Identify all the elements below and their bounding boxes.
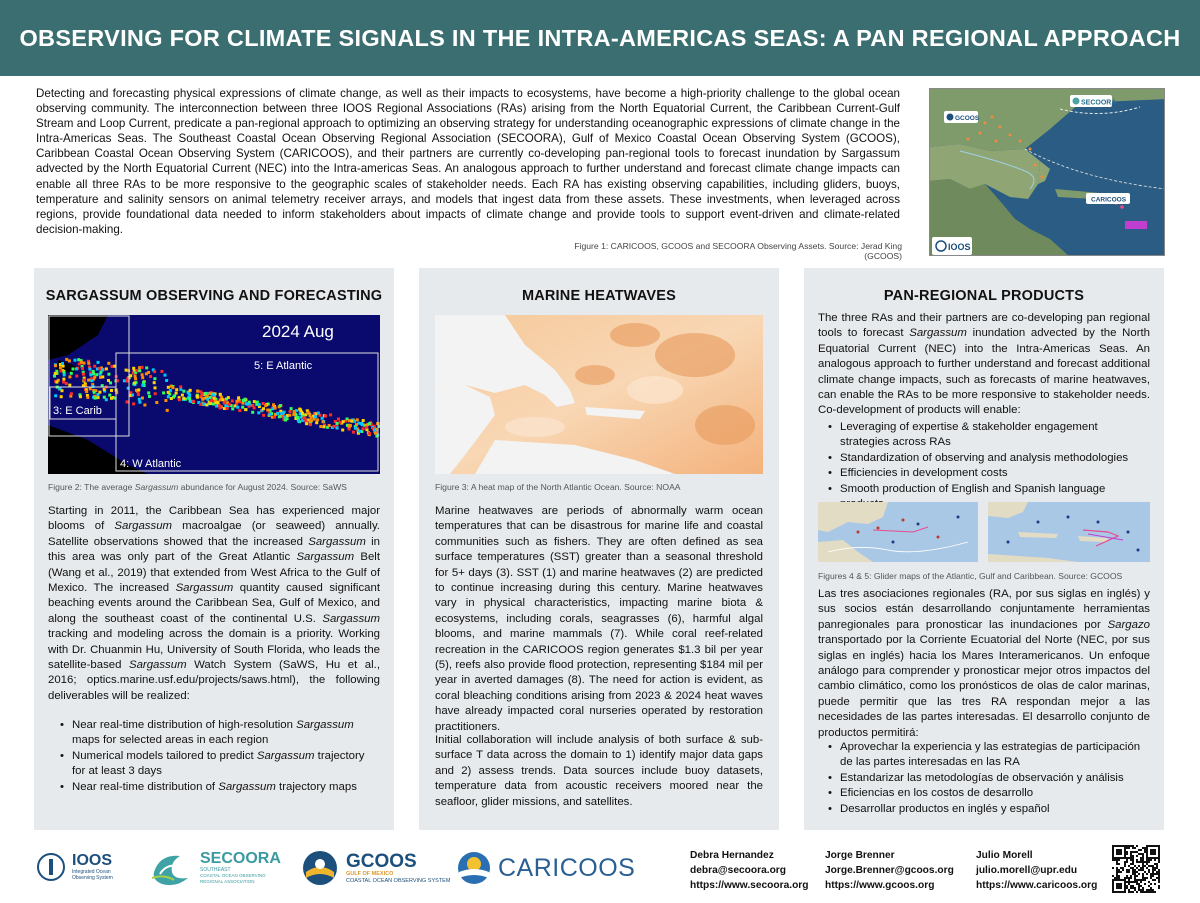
panel-heatwaves: [419, 268, 779, 830]
gcoos-logo-icon: [300, 848, 340, 888]
heatwaves-collaboration-text: Initial collaboration will include analysis of both surface & sub-surface T data across the domain to 1) identify major data gaps and 2) assess trends. Data sources include buoy datasets, temperature data from acoustic receivers moored near the seafloor, glider missions, and satellites.: [435, 734, 763, 808]
secoora-logo-subtext1: SOUTHEAST: [200, 867, 231, 873]
glider-map-atlantic: [818, 502, 978, 562]
north-atlantic-heat-map: [435, 315, 763, 474]
svg-text:3: E Carib: 3: E Carib: [53, 405, 102, 417]
sargassum-deliverables-list: [60, 718, 380, 795]
list-item: • Eficiencias en los costos de desarrollo: [828, 786, 1150, 801]
panel-products: [804, 268, 1164, 830]
figure-1-caption: Figure 1: CARICOOS, GCOOS and SECOORA Observing Assets. Source: Jerad King (GCOOS): [574, 241, 902, 261]
gcoos-logo-subtext2: COASTAL OCEAN OBSERVING SYSTEM: [346, 877, 451, 884]
ioos-logo: [36, 852, 116, 882]
svg-text:SECOORA: SECOORA: [1081, 99, 1117, 107]
qr-code[interactable]: [1110, 843, 1162, 895]
gcoos-logo-subtext1: GULF OF MEXICO: [346, 871, 394, 877]
list-item: • Near real-time distribution of high-resolution Sargassum maps for selected areas in each region: [60, 718, 380, 749]
intro-paragraph: Detecting and forecasting physical expressions of climate change, as well as their impacts to ecosystems, have become a high-priority challenge to the global ocean observing community. The interconnection between three IOOS Regional Associations (RAs) arising from the North Equatorial Current, the Caribbean Current-Gulf Stream and Loop Current, predicate a pan-regional approach to optimizing an observing strategy for understanding oceanographic expressions of climate change in the Intra-Americas Seas. The Southeast Coastal Ocean Observing Regional Association (SECOORA), Gulf of Mexico Coastal Ocean Observing System (GCOOS), Caribbean Coastal Ocean Observing System (CARICOOS), and their partners are currently co-developing pan-regional tools to forecast inundation by Sargassum advected by the North Equatorial Current (NEC) into the Intra-americas Seas. An analogous approach to further understand and forecast climate change impacts can enable all three RAs to be more responsive to the geographic scales of stakeholder needs. Each RA has existing observing capabilities, including gliders, buoys, temperature and salinity sensors on animal telemetry receiver arrays, and models that ingest data from these assets. These investments, when leveraged across regions, provide foundational data needed to inform stakeholders about impacts of climate change and provide tools to support event-driven and climate-related decision-making.: [36, 87, 900, 236]
ioos-logo-text: IOOS: [72, 852, 113, 869]
list-item: • Aprovechar la experiencia y las estrategias de participación de las partes interesadas en las RA: [828, 740, 1150, 771]
figure-2-caption: Figure 2: The average Sargassum abundance for August 2024. Source: SaWS: [48, 482, 347, 492]
contact-secoora: [690, 848, 809, 894]
heatwaves-body-text: Marine heatwaves are periods of abnormally warm ocean temperatures that can be disastrous for marine life and coastal communities such as fishers. They are often defined as sea surface temperatures (SST) greater than a seasonal threshold for 5+ days (3). SST (1) and marine heatwaves (2) are predicted to continue increasing during this century. Marine heatwaves vary in physical characteristics, impacting marine biota & ecosystems, including corals, seagrasses (6), harmful algal blooms, and marine mammals (7). While coral reef-related recreation in the CARICOOS region generates $1.3 bil per year (5), reefs also provide flood protection, representing $184 mil per year in averted damages (8). The need for action is evident, as coral bleaching conditions arising from 2023 & 2024 heat waves have already impacted coral nurseries operated by restoration practitioners.: [435, 505, 763, 733]
list-item: • Smooth production of English and Spanish language: [828, 482, 1150, 513]
contact-url[interactable]: https://www.gcoos.org: [825, 880, 935, 892]
sargassum-body-text: Starting in 2011, the Caribbean Sea has experienced major blooms of Sargassum macroalgae (or seaweed) annually. Satellite observations showed that the increased Sargassum in this area was only part of the Great Atlantic Sargassum Belt (Wang et al., 2019) that extended from West Africa to the Gulf of Mexico. The increased Sargassum quantity caused significant beaching events around the Caribbean Sea, Gulf of Mexico, and along the southeast coast of the continental U.S. Sargassum tracking and modeling across the domain is a priority. Working with Dr. Chuanmin Hu, University of South Florida, who leads the satellite-based Sargassum Watch System (SaWS, Hu et al., 2016; optics.marine.usf.edu/projects/saws.html), the following deliverables will be realized:: [48, 505, 380, 702]
list-item: • Efficiencies in development costs: [828, 466, 1150, 481]
products-spanish-list: [828, 740, 1150, 817]
caricoos-logo-icon: [456, 850, 492, 886]
list-item: • Numerical models tailored to predict Sargassum trajectory for at least 3 days: [60, 749, 380, 780]
poster-title: OBSERVING FOR CLIMATE SIGNALS IN THE INTRA-AMERICAS SEAS: A PAN REGIONAL APPROACH: [19, 24, 1181, 51]
caricoos-logo-text: CARICOOS: [498, 853, 636, 882]
contact-name: Jorge Brenner: [825, 850, 895, 861]
panel-heading-sargassum: SARGASSUM OBSERVING AND FORECASTING: [45, 288, 383, 304]
contact-gcoos: [825, 848, 954, 894]
svg-text:CARICOOS: CARICOOS: [1091, 196, 1127, 204]
products-enable-list: [828, 420, 1150, 512]
products-spanish-text: Las tres asociaciones regionales (RA, por sus siglas en inglés) y sus socios están desarrollando conjuntamente herramientas panregionales para pronosticar las inundaciones por Sargazo transportado por la Corriente Ecuatorial del Norte (NEC, por sus siglas en inglés) hacia los Mares Interamericanos. Un enfoque análogo para comprender y pronosticar mejor otros impactos del cambio climático, como los pronósticos de olas de calor marinas, puede permitir que las tres RA respondan mejor a las necesidades de las partes interesadas. El desarrollo conjunto de productos permitirá:: [818, 588, 1150, 739]
list-item: • Near real-time distribution of Sargassum trajectory maps: [60, 780, 380, 795]
contact-email[interactable]: debra@secoora.org: [690, 865, 786, 877]
contact-email[interactable]: Jorge.Brenner@gcoos.org: [825, 865, 954, 877]
svg-text:4: W Atlantic: 4: W Atlantic: [120, 458, 182, 470]
contact-name: Debra Hernandez: [690, 850, 774, 861]
gcoos-logo: [300, 848, 450, 888]
panel-heading-heatwaves: MARINE HEATWAVES: [521, 288, 677, 304]
list-item: • Standardization of observing and analysis methodologies: [828, 451, 1150, 466]
panel-heading-products: PAN-REGIONAL PRODUCTS: [883, 288, 1085, 304]
footer: [0, 838, 1200, 903]
contact-name: Julio Morell: [976, 850, 1033, 861]
ioos-logo-icon: [36, 852, 66, 882]
svg-text:2024 Aug: 2024 Aug: [262, 322, 334, 341]
observing-assets-map: [930, 89, 1165, 256]
contact-url[interactable]: https://www.caricoos.org: [976, 880, 1098, 892]
caricoos-logo: [456, 850, 635, 886]
contact-email[interactable]: julio.morell@upr.edu: [976, 865, 1078, 877]
sargassum-abundance-map: [48, 315, 380, 474]
glider-map-caribbean: [988, 502, 1150, 562]
figure-3-caption: Figure 3: A heat map of the North Atlantic Ocean. Source: NOAA: [435, 482, 681, 492]
svg-text:5: E Atlantic: 5: E Atlantic: [254, 360, 313, 372]
secoora-logo: [150, 848, 290, 888]
secoora-wave-icon: [150, 848, 194, 888]
list-item: • Desarrollar productos en inglés y español: [828, 802, 1150, 817]
qr-code-graphic: [1110, 843, 1162, 895]
secoora-logo-text: SECOORA: [200, 850, 281, 867]
list-item: • Estandarizar las metodologías de observación y análisis: [828, 771, 1150, 786]
contact-caricoos: [976, 848, 1097, 894]
ioos-logo-subtext: Integrated Ocean Observing System: [72, 869, 113, 881]
title-banner: [0, 0, 1200, 76]
gcoos-logo-text: GCOOS: [346, 851, 417, 872]
figure-1-map: [929, 88, 1165, 256]
svg-text:GCOOS: GCOOS: [955, 115, 980, 122]
svg-text:IOOS: IOOS: [948, 242, 971, 252]
products-body-text: The three RAs and their partners are co-developing pan regional tools to forecast Sargassum inundation advected by the North Equatorial Current (NEC) into the Intra-Americas Seas. An analogous approach to further understand and forecast additional climate change impacts, such as forecasts of marine heatwaves, can enable the RAs to be more responsive to stakeholder needs. Co-development of products will enable:: [818, 312, 1151, 417]
list-item: • Leveraging of expertise & stakeholder engagement strategies across RAs: [828, 420, 1150, 451]
secoora-logo-subtext2: COASTAL OCEAN OBSERVING REGIONAL ASSOCIATION: [200, 873, 266, 884]
panel-sargassum: [34, 268, 394, 830]
figures-4-5-caption: Figures 4 & 5: Glider maps of the Atlantic, Gulf and Caribbean. Source: GCOOS: [818, 571, 1123, 581]
contact-url[interactable]: https://www.secoora.org: [690, 880, 809, 892]
